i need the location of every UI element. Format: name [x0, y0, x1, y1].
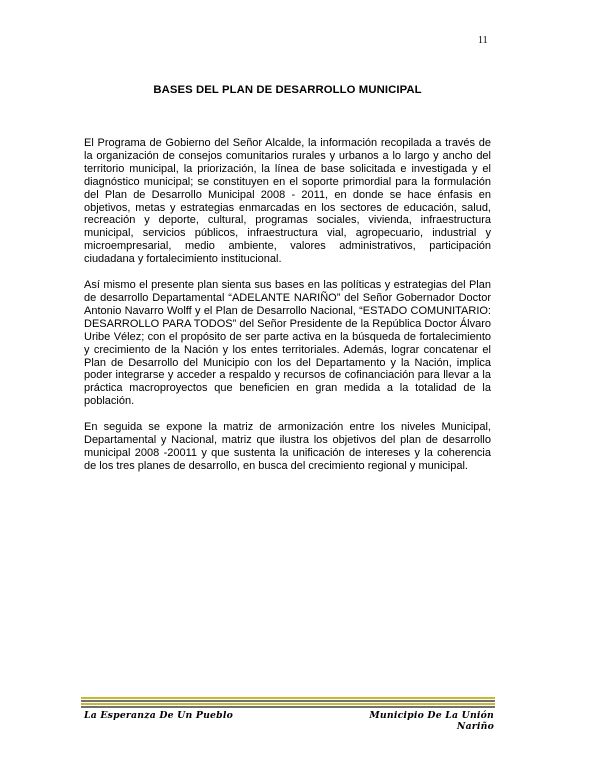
body-text [84, 137, 491, 486]
paragraph: En seguida se expone la matriz de armonización entre los niveles Municipal, Departamental y Nacional, matriz que ilustra los objetivos del plan de desarrollo municipal 2008 -20011 y que sustenta la unificación de intereses y la coherencia de los tres planes de desarrollo, en busca del crecimiento regional y municipal. [84, 421, 491, 472]
footer-rule [81, 700, 495, 702]
page-number: 11 [478, 35, 488, 46]
paragraph: Así mismo el presente plan sienta sus bases en las políticas y estrategias del Plan de desarrollo Departamental “ADELANTE NARIÑO” del Señor Gobernador Doctor Antonio Navarro Wolff y el Plan de Desarrollo Nacional, “ESTADO COMUNITARIO: DESARROLLO PARA TODOS” del Señor Presidente de la República Doctor Álvaro Uribe Vélez; con el propósito de ser parte activa en la búsqueda de fortalecimiento y crecimiento de la Nación y los entes territoriales. Además, lograr concatenar el Plan de Desarrollo del Municipio con los del Departamento y la Nación, implica poder integrarse y acceder a respaldo y recursos de cofinanciación para llevar a la práctica macroproyectos que beneficien en gran medida a la totalidad de la población. [84, 279, 491, 408]
paragraph: El Programa de Gobierno del Señor Alcalde, la información recopilada a través de la organización de consejos comunitarios rurales y urbanos a lo largo y ancho del territorio municipal, la priorización, la línea de base solicitada e investigada y el diagnóstico municipal; se constituyen en el soporte primordial para la formulación del Plan de Desarrollo Municipal 2008 - 2011, en donde se hace énfasis en objetivos, metas y estrategias enmarcadas en los sectores de educación, salud, recreación y deporte, cultural, programas sociales, vivienda, infraestructura municipal, servicios públicos, infraestructura vial, agropecuario, industrial y microempresarial, medio ambiente, valores administrativos, participación ciudadana y fortalecimiento institucional. [84, 137, 491, 266]
footer-rule [81, 697, 495, 699]
footer-rule [81, 703, 495, 705]
footer-left-text: La Esperanza De Un Pueblo [84, 710, 233, 721]
page-title: BASES DEL PLAN DE DESARROLLO MUNICIPAL [153, 84, 422, 96]
footer-right-text: Municipio De La Unión Nariño [369, 710, 494, 732]
footer-rules [81, 697, 495, 709]
footer-rule [81, 706, 495, 708]
